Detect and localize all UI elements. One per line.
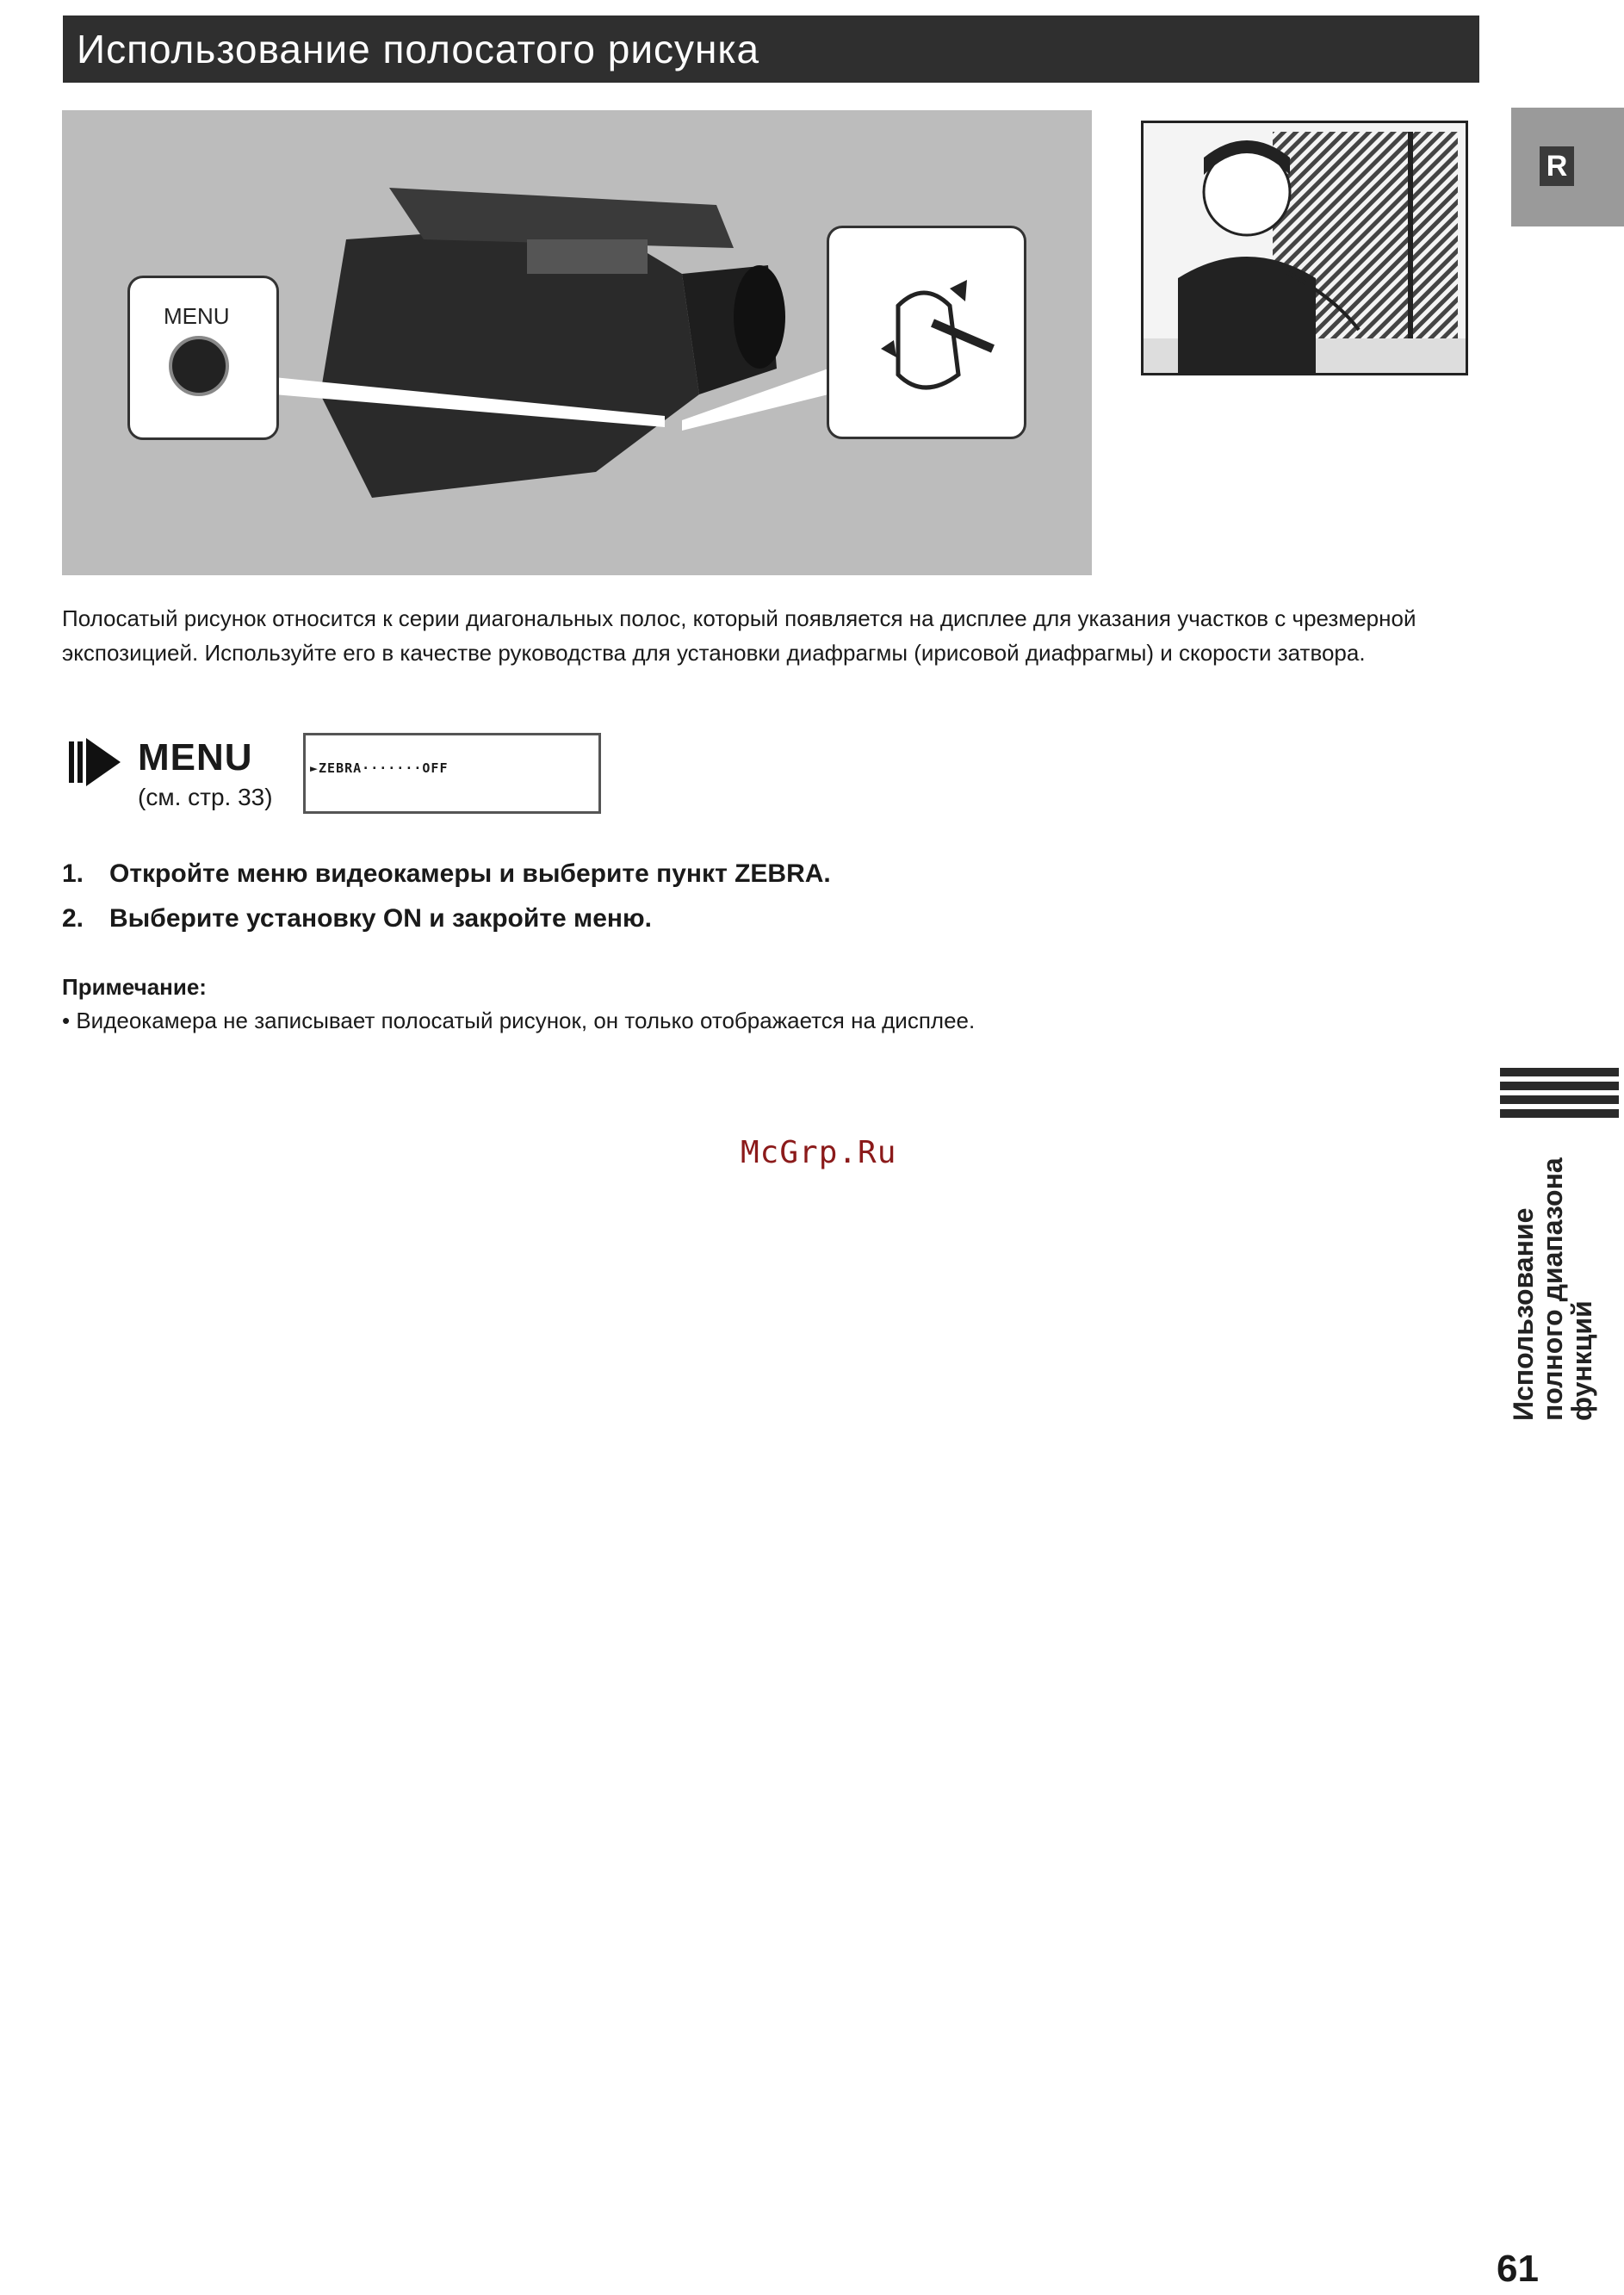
section-tab-letter: R <box>1540 146 1574 186</box>
menu-arrow-icon <box>69 738 121 786</box>
chapter-label-text: Использование полного диапазона функций <box>1508 1157 1597 1421</box>
step-text: Выберите установку ON и закройте меню. <box>109 904 652 933</box>
watermark: McGrp.Ru <box>741 1135 897 1170</box>
page-number: 61 <box>1497 2248 1539 2290</box>
step-item <box>62 859 831 889</box>
zebra-pattern-scene <box>1141 121 1468 375</box>
menu-display-text: ►ZEBRA·······OFF <box>310 760 449 776</box>
menu-page-reference: (см. стр. 33) <box>138 784 273 810</box>
menu-reference-word: MENU <box>138 736 253 778</box>
menu-button-label: MENU <box>164 303 230 329</box>
control-dial-callout <box>827 226 1026 439</box>
step-text: Откройте меню видеокамеры и выберите пункт ZEBRA. <box>109 859 831 888</box>
intro-paragraph: Полосатый рисунок относится к серии диагональных полос, который появляется на дисплее для указания участков с чрезмерной экспозицией. Используйте его в качестве руководства для установки диафрагмы (ирисовой диафрагмы) и скорости затвора. <box>62 605 1416 666</box>
step-item <box>62 904 652 934</box>
chapter-bars <box>1500 1068 1619 1123</box>
step-number: 2. <box>62 904 84 933</box>
page-title: Использование полосатого рисунка <box>63 16 1479 83</box>
note-heading: Примечание: <box>62 974 207 1000</box>
chapter-label <box>1509 1132 1621 1421</box>
note-item: • Видеокамера не записывает полосатый рисунок, он только отображается на дисплее. <box>62 1008 976 1033</box>
menu-button-icon <box>169 336 229 396</box>
step-number: 1. <box>62 859 84 888</box>
